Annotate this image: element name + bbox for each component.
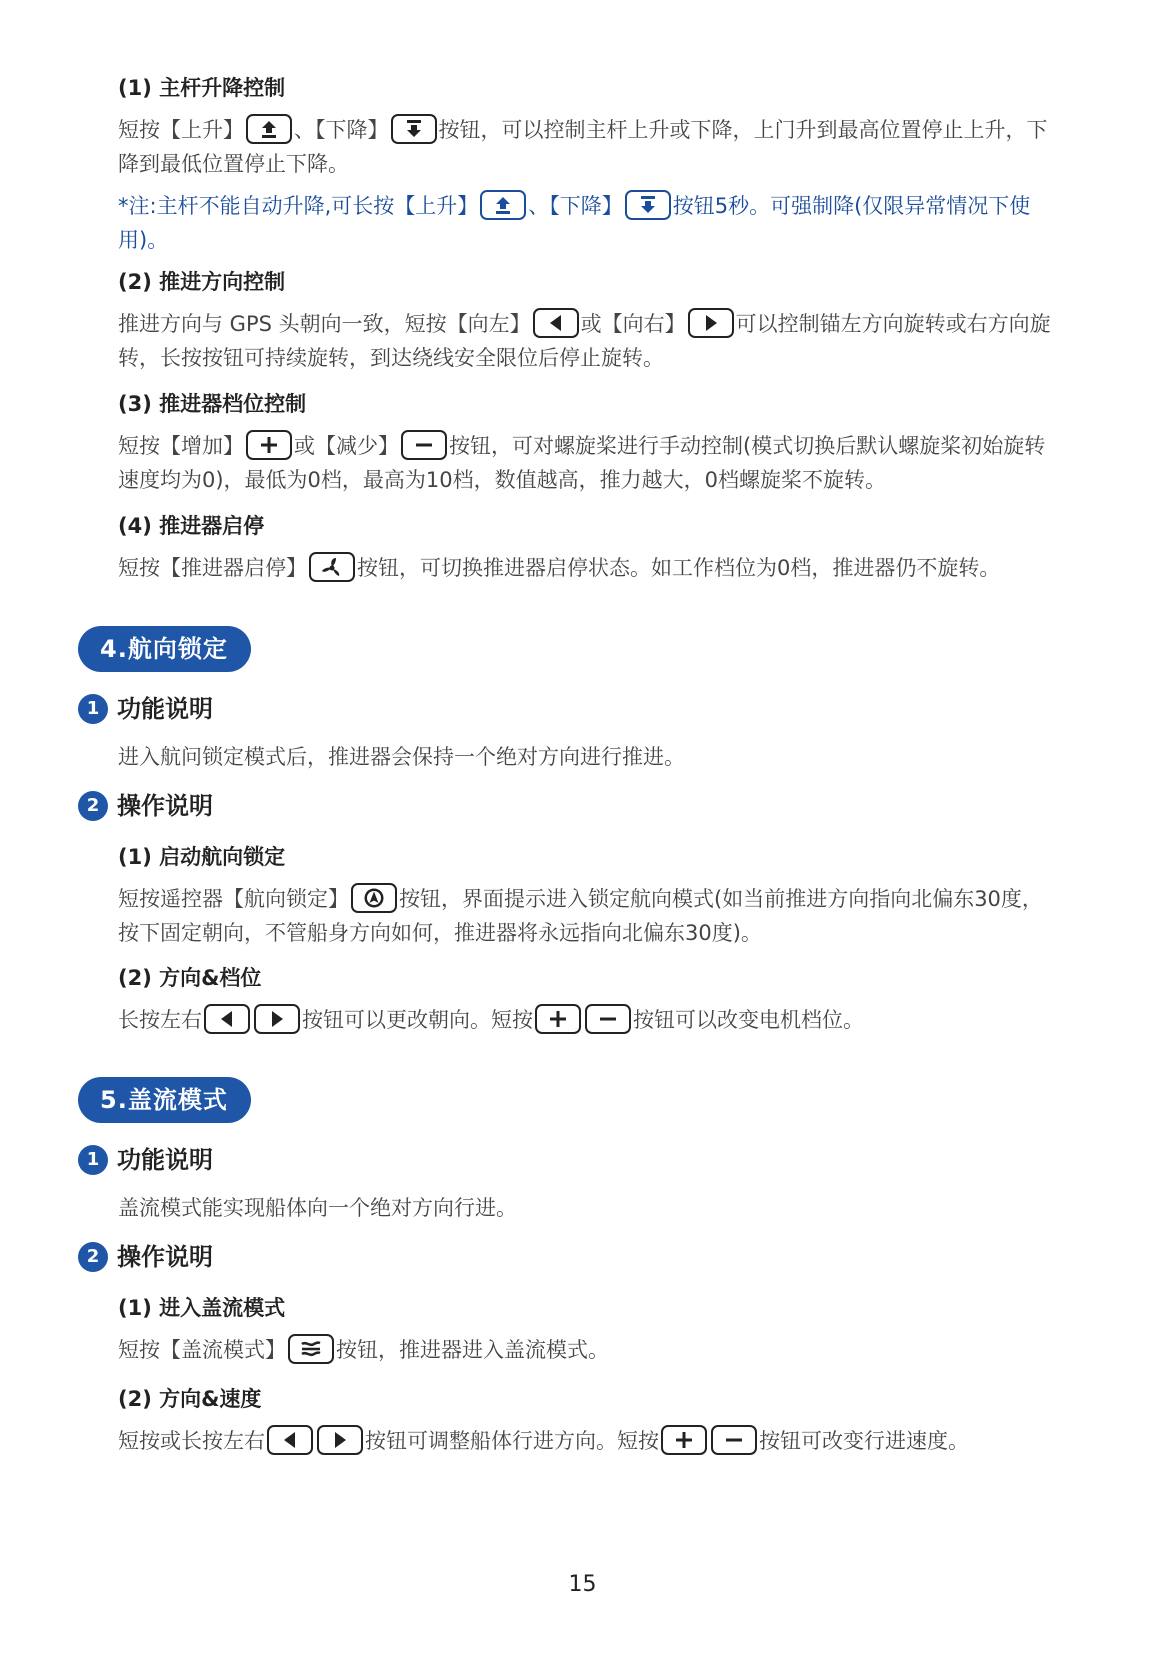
arrow-down-icon bbox=[625, 190, 671, 220]
plus-icon bbox=[535, 1004, 581, 1034]
heading-thruster-start-stop: (4) 推进器启停 bbox=[118, 514, 265, 538]
minus-icon bbox=[401, 430, 447, 460]
triangle-left-icon bbox=[204, 1004, 250, 1034]
heading-lock-icon bbox=[351, 883, 397, 913]
paragraph-current-mode-function: 盖流模式能实现船体向一个绝对方向行进。 bbox=[118, 1196, 517, 1220]
heading-start-heading-lock: (1) 启动航向锁定 bbox=[118, 845, 286, 869]
heading-thrust-direction: (2) 推进方向控制 bbox=[118, 270, 286, 294]
subsection-operation-instructions: 操作说明 bbox=[117, 1243, 213, 1271]
paragraph-thruster-start-stop: 短按【推进器启停】 按钮，可切换推进器启停状态。如工作档位为0档，推进器仍不旋转。 bbox=[118, 551, 1053, 585]
paragraph-direction-gear: 长按左右 按钮可以更改朝向。短按 按钮可以改变电机档位。 bbox=[118, 1003, 1053, 1037]
step-number-badge: 2 bbox=[78, 791, 108, 821]
arrow-down-icon bbox=[391, 114, 437, 144]
step-number-badge: 1 bbox=[78, 1145, 108, 1175]
section-title-current-mode: 5.盖流模式 bbox=[78, 1077, 251, 1123]
subsection-function-description: 功能说明 bbox=[117, 695, 213, 723]
note-force-lift: *注:主杆不能自动升降,可长按【上升】 、【下降】 按钮5秒。可强制降(仅限异常情况下使用)。 bbox=[118, 189, 1053, 257]
propeller-icon bbox=[309, 552, 355, 582]
paragraph-start-heading-lock: 短按遥控器【航向锁定】 按钮，界面提示进入锁定航向模式(如当前推进方向指向北偏东30度，按下固定朝向，不管船身方向如何，推进器将永远指向北偏东30度)。 bbox=[118, 882, 1053, 950]
plus-icon bbox=[246, 430, 292, 460]
heading-enter-current-mode: (1) 进入盖流模式 bbox=[118, 1296, 286, 1320]
minus-icon bbox=[585, 1004, 631, 1034]
step-number-badge: 1 bbox=[78, 694, 108, 724]
current-mode-icon bbox=[288, 1334, 334, 1364]
heading-direction-speed: (2) 方向&速度 bbox=[118, 1387, 262, 1411]
triangle-left-icon bbox=[267, 1425, 313, 1455]
page-number: 15 bbox=[568, 1572, 597, 1597]
section-title-heading-lock: 4.航向锁定 bbox=[78, 626, 251, 672]
paragraph-mast-control: 短按【上升】 、【下降】 按钮，可以控制主杆上升或下降，上门升到最高位置停止上升，下降到最低位置停止下降。 bbox=[118, 113, 1053, 181]
heading-direction-gear: (2) 方向&档位 bbox=[118, 966, 262, 990]
subsection-operation-instructions: 操作说明 bbox=[117, 792, 213, 820]
triangle-right-icon bbox=[688, 308, 734, 338]
paragraph-heading-lock-function: 进入航问锁定模式后，推进器会保持一个绝对方向进行推进。 bbox=[118, 745, 685, 769]
triangle-right-icon bbox=[317, 1425, 363, 1455]
plus-icon bbox=[661, 1425, 707, 1455]
step-number-badge: 2 bbox=[78, 1242, 108, 1272]
arrow-up-icon bbox=[246, 114, 292, 144]
paragraph-enter-current-mode: 短按【盖流模式】 按钮，推进器进入盖流模式。 bbox=[118, 1333, 1053, 1367]
triangle-right-icon bbox=[254, 1004, 300, 1034]
triangle-left-icon bbox=[533, 308, 579, 338]
heading-mast-control: (1) 主杆升降控制 bbox=[118, 76, 286, 100]
paragraph-thrust-direction: 推进方向与 GPS 头朝向一致，短按【向左】 或【向右】 可以控制锚左方向旋转或右方向旋转，长按按钮可持续旋转，到达绕线安全限位后停止旋转。 bbox=[118, 307, 1053, 375]
minus-icon bbox=[711, 1425, 757, 1455]
arrow-up-icon bbox=[480, 190, 526, 220]
heading-gear-control: (3) 推进器档位控制 bbox=[118, 392, 307, 416]
paragraph-direction-speed: 短按或长按左右 按钮可调整船体行进方向。短按 按钮可改变行进速度。 bbox=[118, 1424, 1078, 1458]
subsection-function-description: 功能说明 bbox=[117, 1146, 213, 1174]
paragraph-gear-control: 短按【增加】 或【减少】 按钮，可对螺旋桨进行手动控制(模式切换后默认螺旋桨初始旋转速度均为0)，最低为0档，最高为10档，数值越高，推力越大，0档螺旋桨不旋转。 bbox=[118, 429, 1053, 497]
